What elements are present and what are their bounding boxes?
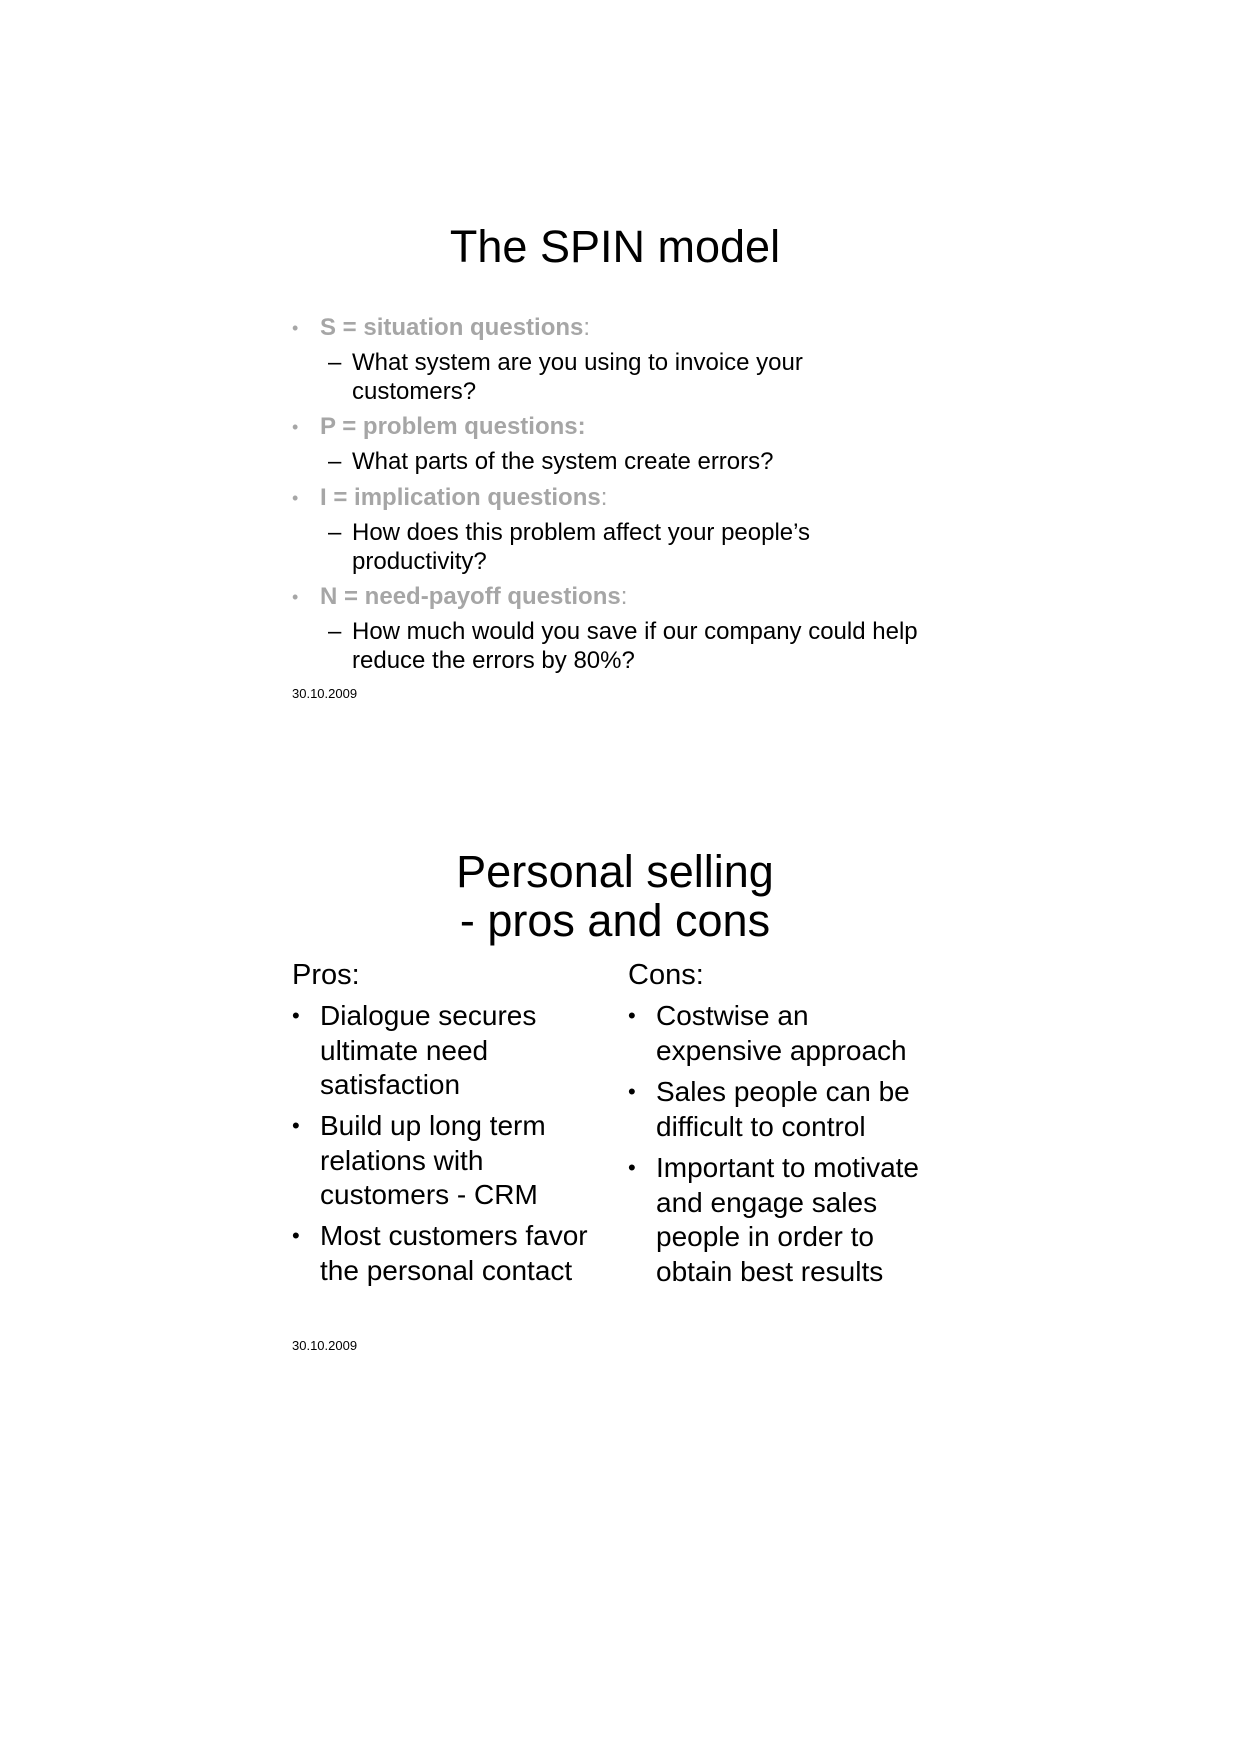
item-line: Important to motivate [656,1152,920,1183]
slide-title-line1: Personal selling [456,846,774,897]
bullet-heading: P = problem questions [320,413,578,440]
sub-bullet-line: customers? [352,378,477,405]
bullet-icon: • [292,1223,300,1248]
bullet-heading: I = implication questions [320,484,601,511]
sub-bullet-line: reduce the errors by 80%? [352,647,635,674]
dash-icon: – [328,618,342,645]
item-line: people in order to [656,1221,874,1252]
bullet-icon: • [628,1003,636,1028]
dash-icon: – [328,448,342,475]
dash-icon: – [328,349,342,376]
sub-bullet-line: How does this problem affect your people’s [352,519,811,546]
bullet-icon: • [292,1113,300,1138]
slide-title-line2: - pros and cons [459,895,771,946]
colon: : [600,484,608,511]
item-line: Sales people can be [656,1076,910,1107]
item-line: Costwise an [656,1000,809,1031]
item-line: difficult to control [656,1110,866,1142]
item-line: relations with [320,1144,484,1176]
slide-title: The SPIN model [449,221,781,272]
bullet-icon: • [292,587,299,607]
item-line: customers - CRM [320,1179,538,1210]
item-line: Dialogue secures [320,1000,537,1031]
pros-heading: Pros: [292,959,360,991]
cons-heading: Cons: [628,959,704,991]
item-line: Most customers favor [320,1220,588,1251]
item-line: satisfaction [320,1069,461,1100]
item-line: expensive approach [656,1034,907,1066]
slide-date: 30.10.2009 [292,686,358,701]
colon: : [577,413,586,440]
item-line: obtain best results [656,1255,884,1287]
bullet-icon: • [292,417,299,437]
sub-bullet-line: What system are you using to invoice your [352,349,803,376]
colon: : [583,314,591,341]
item-line: the personal contact [320,1254,573,1286]
dash-icon: – [328,519,342,546]
bullet-icon: • [292,318,299,338]
colon: : [620,583,628,610]
sub-bullet-line: How much would you save if our company could help [352,618,918,645]
bullet-icon: • [292,488,299,508]
bullet-heading: N = need-payoff questions [320,583,621,610]
bullet-icon: • [628,1155,636,1180]
item-line: and engage sales [656,1186,878,1218]
slide-date: 30.10.2009 [292,1338,358,1353]
bullet-icon: • [628,1079,636,1104]
bullet-heading: S = situation questions [320,314,584,341]
sub-bullet-line: What parts of the system create errors? [352,448,774,475]
sub-bullet-line: productivity? [352,548,487,575]
item-line: Build up long term [320,1110,546,1141]
bullet-icon: • [292,1003,300,1028]
item-line: ultimate need [320,1034,489,1066]
